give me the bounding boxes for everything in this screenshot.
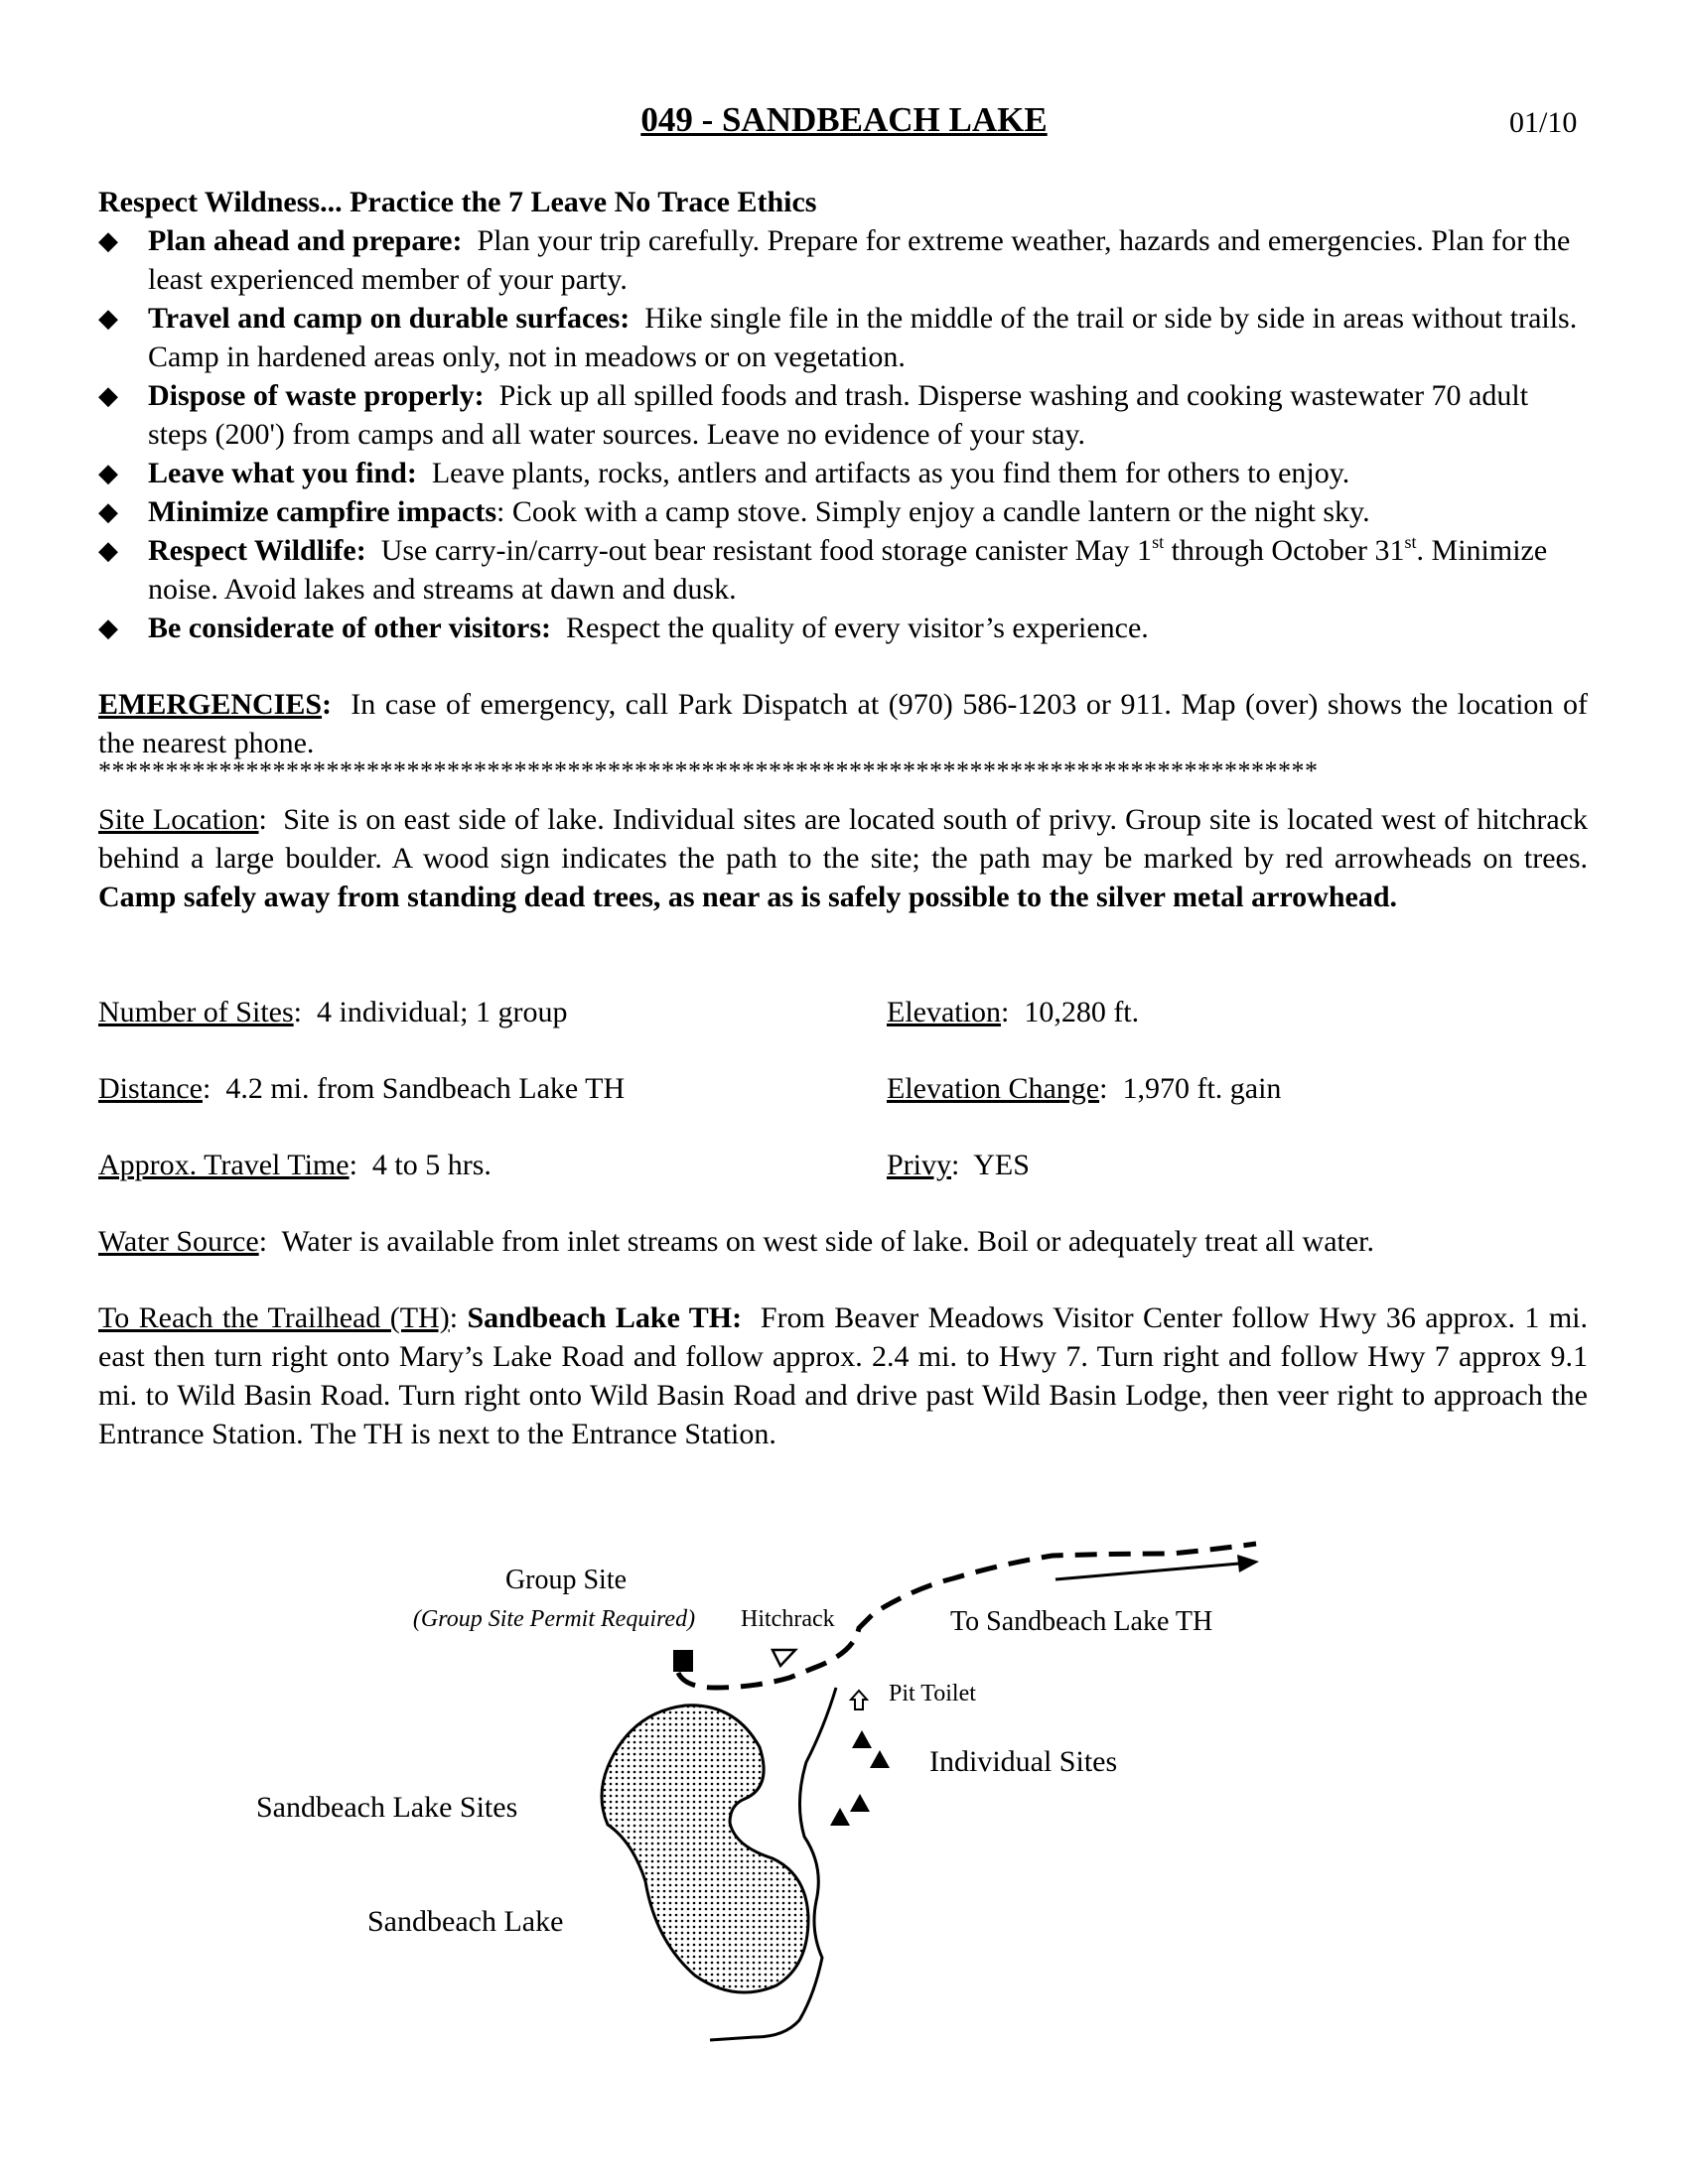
water-label: Water Source: [98, 1225, 259, 1258]
site-map: [0, 1489, 1688, 2085]
lnt-heading: Respect Wildness... Practice the 7 Leave No Trace Ethics: [98, 186, 817, 218]
map-label-group-permit: (Group Site Permit Required): [412, 1606, 696, 1632]
water-text: Water is available from inlet streams on west side of lake. Boil or adequately treat all water.: [281, 1225, 1375, 1258]
diamond-bullet-icon: ◆: [98, 614, 118, 642]
distance-field: Distance: 4.2 mi. from Sandbeach Lake TH: [98, 1072, 626, 1105]
emergencies-text: In case of emergency, call Park Dispatch at (970) 586-1203 or 911. Map (over) shows the location of the nearest phone.: [98, 688, 1588, 759]
distance-label: Distance: [98, 1072, 203, 1105]
site-location-paragraph: Site Location: Site is on east side of lake. Individual sites are located south of privy. Group site is located west of hitchrack behind a large boulder. A wood sign indicates the path to the site; the path may be marked by red arrowheads on trees. Camp safely away from standing dead trees, as near as is safely possible to the silver metal arrowhead.: [98, 803, 1589, 913]
lake-shape: [602, 1706, 808, 1992]
travel-time-field: Approx. Travel Time: 4 to 5 hrs.: [98, 1149, 492, 1181]
list-item-label: Dispose of waste properly:: [148, 379, 485, 412]
elevation-field: Elevation: 10,280 ft.: [887, 996, 1140, 1028]
list-item-text: Plan your trip carefully. Prepare for extreme weather, hazards and emergencies. Plan for the least experienced member of your party.: [148, 224, 1571, 296]
individual-site-icon: [850, 1794, 870, 1812]
privy-field: Privy: YES: [887, 1149, 1030, 1181]
list-item-label: Travel and camp on durable surfaces:: [148, 302, 631, 335]
page-title: 049 - SANDBEACH LAKE: [640, 100, 1048, 139]
list-item: [98, 531, 1588, 609]
superscript: st: [1404, 532, 1417, 552]
list-item-text: . Minimize noise. Avoid lakes and streams at dawn and dusk.: [148, 534, 1548, 606]
privy-value: YES: [973, 1149, 1030, 1181]
list-item: [98, 609, 1588, 647]
site-location-text: Site is on east side of lake. Individual sites are located south of privy. Group site is located west of hitchrack behind a large boulder. A wood sign indicates the path to the site; the path may be marked by red arrowheads on trees.: [98, 803, 1589, 875]
elevation-change-field: Elevation Change: 1,970 ft. gain: [887, 1072, 1282, 1105]
diamond-bullet-icon: ◆: [98, 497, 118, 526]
travel-time-value: 4 to 5 hrs.: [371, 1149, 492, 1181]
map-label-pit-toilet: Pit Toilet: [889, 1681, 976, 1706]
arrowhead-icon: [1237, 1555, 1259, 1572]
list-item-label: Plan ahead and prepare:: [148, 224, 463, 257]
superscript: st: [1152, 532, 1165, 552]
sites-value: 4 individual; 1 group: [316, 996, 568, 1028]
list-item-label: Minimize campfire impacts: [148, 495, 497, 528]
travel-time-label: Approx. Travel Time: [98, 1149, 350, 1181]
map-label-hitchrack: Hitchrack: [741, 1606, 835, 1632]
list-item-text: Hike single file in the middle of the trail or side by side in areas without trails. Camp in hardened areas only, not in meadows or on vegetation.: [148, 302, 1578, 373]
map-label-individual-sites: Individual Sites: [929, 1745, 1118, 1778]
diamond-bullet-icon: ◆: [98, 381, 118, 410]
list-item-label: Respect Wildlife:: [148, 534, 366, 567]
diamond-bullet-icon: ◆: [98, 226, 118, 255]
lnt-list: [98, 221, 1588, 647]
list-item: [98, 454, 1588, 492]
list-item-text: Leave plants, rocks, antlers and artifacts as you find them for others to enjoy.: [431, 457, 1350, 489]
elevation-value: 10,280 ft.: [1024, 996, 1140, 1028]
list-item-text: Use carry-in/carry-out bear resistant food storage canister May 1: [380, 534, 1153, 567]
map-label-lake: Sandbeach Lake: [367, 1905, 564, 1938]
map-label-lake-sites: Sandbeach Lake Sites: [256, 1791, 518, 1824]
trailhead-arrow: [1055, 1564, 1239, 1579]
sites-field: Number of Sites: 4 individual; 1 group: [98, 996, 568, 1028]
distance-value: 4.2 mi. from Sandbeach Lake TH: [225, 1072, 626, 1105]
trailhead-text: From Beaver Meadows Visitor Center follow Hwy 36 approx. 1 mi. east then turn right onto Mary’s Lake Road and follow approx. 2.4 mi. to Hwy 7. Turn right and follow Hwy 7 approx 9.1 mi. to Wild Basin Road. Turn right onto Wild Basin Road and drive past Wild Basin Lodge, then veer right to approach the Entrance Station. The TH is next to the Entrance Station.: [98, 1301, 1588, 1450]
site-location-label: Site Location: [98, 803, 259, 836]
list-item-label: Be considerate of other visitors:: [148, 612, 552, 644]
water-paragraph: Water Source: Water is available from inlet streams on west side of lake. Boil or adequately treat all water.: [98, 1225, 1375, 1258]
trailhead-label: To Reach the Trailhead (TH): [98, 1301, 450, 1334]
list-item-text: Pick up all spilled foods and trash. Disperse washing and cooking wastewater 70 adult steps (200') from camps and all water sources. Leave no evidence of your stay.: [148, 379, 1529, 451]
trailhead-name: Sandbeach Lake TH:: [467, 1301, 743, 1334]
emergencies-paragraph: EMERGENCIES: In case of emergency, call Park Dispatch at (970) 586-1203 or 911. Map (over) shows the location of the nearest phone.: [98, 688, 1588, 759]
list-item-text: Respect the quality of every visitor’s experience.: [566, 612, 1149, 644]
elevation-change-value: 1,970 ft. gain: [1122, 1072, 1282, 1105]
revision-date: 01/10: [1509, 106, 1578, 139]
trailhead-paragraph: To Reach the Trailhead (TH): Sandbeach Lake TH: From Beaver Meadows Visitor Center follow Hwy 36 approx. 1 mi. east then turn right onto Mary’s Lake Road and follow approx. 2.4 mi. to Hwy 7. Turn right and follow Hwy 7 approx 9.1 mi. to Wild Basin Road. Turn right onto Wild Basin Road and drive past Wild Basin Lodge, then veer right to approach the Entrance Station. The TH is next to the Entrance Station.: [98, 1301, 1588, 1450]
list-item: [98, 299, 1588, 376]
privy-label: Privy: [887, 1149, 952, 1181]
individual-site-icon: [870, 1750, 890, 1768]
emergencies-label: EMERGENCIES: [98, 688, 323, 721]
list-item-text: : Cook with a camp stove. Simply enjoy a candle lantern or the night sky.: [496, 495, 1370, 528]
elevation-change-label: Elevation Change: [887, 1072, 1100, 1105]
hitchrack-icon: [773, 1650, 795, 1666]
site-location-warning: Camp safely away from standing dead trees, as near as is safely possible to the silver metal arrowhead.: [98, 881, 1398, 913]
list-item: [98, 221, 1588, 299]
group-site-icon: [673, 1650, 693, 1672]
list-item-label: Leave what you find:: [148, 457, 417, 489]
list-item: [98, 492, 1588, 531]
elevation-label: Elevation: [887, 996, 1001, 1028]
individual-site-icon: [852, 1730, 872, 1748]
diamond-bullet-icon: ◆: [98, 304, 118, 333]
sites-label: Number of Sites: [98, 996, 294, 1028]
map-label-group-site: Group Site: [504, 1565, 628, 1595]
map-label-to-trailhead: To Sandbeach Lake TH: [950, 1606, 1213, 1637]
diamond-bullet-icon: ◆: [98, 536, 118, 565]
diamond-bullet-icon: ◆: [98, 459, 118, 487]
section-divider: *******************************************************************************************: [98, 756, 1319, 785]
pit-toilet-icon: [851, 1691, 867, 1709]
individual-site-icon: [830, 1808, 850, 1826]
list-item-text: through October 31: [1164, 534, 1405, 567]
list-item: [98, 376, 1588, 454]
